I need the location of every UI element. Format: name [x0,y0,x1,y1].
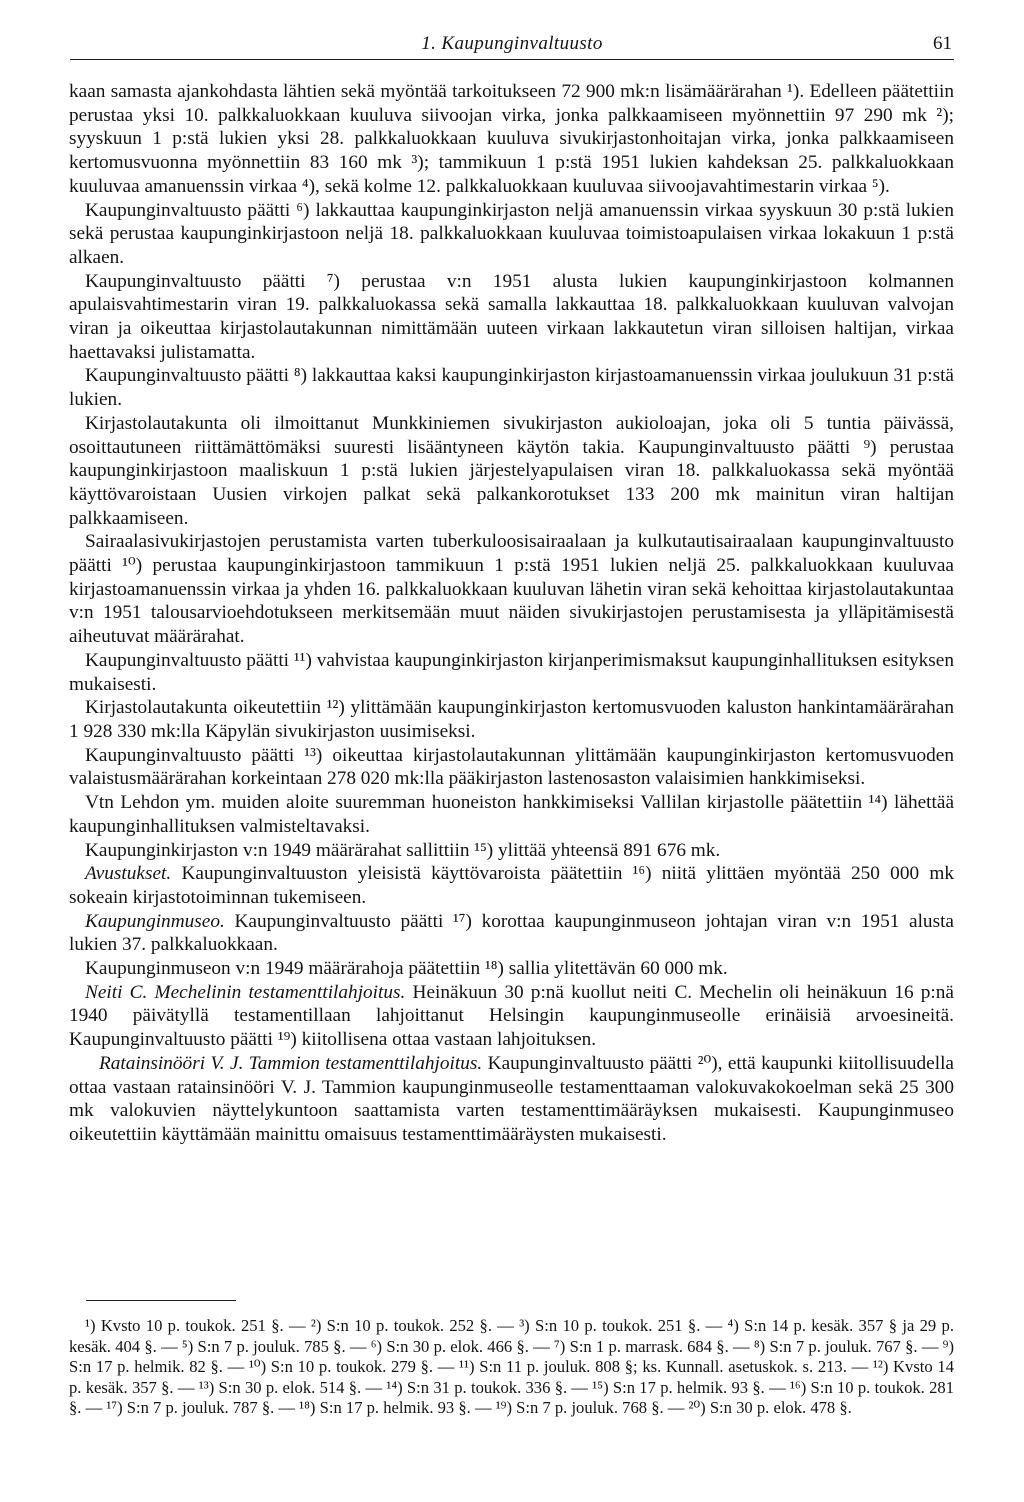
section-lead: Neiti C. Mechelinin testamenttilahjoitus. [85,981,406,1003]
paragraph-text: Kaupunginvaltuusto päätti ¹³) oikeuttaa kirjastolautakunnan ylittämään kaupunginkirjaston kertomusvuoden valaistusmäärärahan korkeintaan 278 020 mk:lla pääkirjaston lastenosaston valaisimien hankkimiseksi. [69,744,954,790]
body-text [69,80,954,1147]
paragraph-text: Kaupunginvaltuusto päätti ²⁰), että kaupunki kiitollisuudella ottaa vastaan ratainsinööri V. J. Tammion kaupunginmuseolle testamenttaaman valokuvakokoelman sekä 25 300 mk valokuvien näyttelykuntoon saattamista varten testamenttimääräyksen mukaisesti. Kaupunginmuseo oikeutettiin käyttämään mainittu omaisuus testamenttimääräysten mukaisesti. [69,1052,954,1145]
paragraph-text: Kaupunginvaltuusto päätti ¹⁷) korottaa kaupunginmuseon johtajan viran v:n 1951 alusta lukien 37. palkkaluokkaan. [69,910,954,956]
paragraph [69,364,954,411]
footnotes [69,1316,954,1419]
paragraph-text: Kaupunginmuseon v:n 1949 määrärahoja päätettiin ¹⁸) sallia ylitettävän 60 000 mk. [85,958,728,980]
paragraph [69,1052,954,1147]
footnotes-text: ¹) Kvsto 10 p. toukok. 251 §. — ²) S:n 10 p. toukok. 252 §. — ³) S:n 10 p. toukok. 251 §. — ⁴) S:n 14 p. kesäk. 357 § ja 29 p. kesäk. 404 §. — ⁵) S:n 7 p. jouluk. 785 §. — ⁶) S:n 30 p. elok. 466 §. — ⁷) S:n 1 p. marrask. 684 §. — ⁸) S:n 7 p. jouluk. 767 §. — ⁹) S:n 17 p. helmik. 82 §. — ¹⁰) S:n 10 p. toukok. 279 §. — ¹¹) S:n 11 p. jouluk. 808 §; ks. Kunnall. asetuskok. s. 213. — ¹²) Kvsto 14 p. kesäk. 357 §. — ¹³) S:n 30 p. elok. 514 §. — ¹⁴) S:n 31 p. toukok. 336 §. — ¹⁵) S:n 17 p. helmik. 93 §. — ¹⁶) S:n 10 p. toukok. 281 §. — ¹⁷) S:n 7 p. jouluk. 787 §. — ¹⁸) S:n 17 p. helmik. 93 §. — ¹⁹) S:n 7 p. jouluk. 768 §. — ²⁰) S:n 30 p. elok. 478 §. [69,1316,954,1417]
paragraph [69,862,954,909]
page-header [70,33,954,60]
paragraph-text: Kaupunginvaltuuston yleisistä käyttövaroista päätettiin ¹⁶) niitä ylittäen myöntää 250 000 mk sokeain kirjastotoiminnan tukemiseen. [69,863,954,908]
paragraph-text: Kaupunginvaltuusto päätti ⁸) lakkauttaa kaksi kaupunginkirjaston kirjastoamanuenssin virkaa joulukuun 31 p:stä lukien. [69,365,954,411]
paragraph [69,530,954,649]
running-head: 1. Kaupunginvaltuusto [421,33,603,54]
paragraph-text: Heinäkuun 30 p:nä kuollut neiti C. Mechelin oli heinäkuun 16 p:nä 1940 päivätyllä testamentillaan lahjoittanut Helsingin kaupunginmuseolle erinäisiä arvoesineitä. Kaupunginvaltuusto päätti ¹⁹) kiitollisena ottaa vastaan lahjoituksen. [69,981,954,1051]
paragraph [69,981,954,1052]
paragraph-text: Kaupunginkirjaston v:n 1949 määrärahat sallittiin ¹⁵) ylittää yhteensä 891 676 mk. [85,839,721,861]
paragraph-text: Kirjastolautakunta oli ilmoittanut Munkkiniemen sivukirjaston aukioloajan, joka oli 5 tuntia päivässä, osoittautuneen riittämättömäksi suuresti lisääntyneen käytön takia. Kaupunginvaltuusto päätti ⁹) perustaa kaupunginkirjastoon maaliskuun 1 p:stä lukien järjestelyapulaisen viran 18. palkkaluokassa sekä myöntää käyttövaroistaan Uusien virkojen palkat sekä palkankorotukset 133 200 mk mainitun viran haltijan palkkaamiseen. [69,412,954,529]
paragraph [69,199,954,270]
paragraph [69,957,954,981]
paragraph [69,412,954,531]
paragraph [69,791,954,838]
paragraph-text: Sairaalasivukirjastojen perustamista varten tuberkuloosisairaalaan ja kulkutautisairaalaan kaupunginvaltuusto päätti ¹⁰) perustaa kaupunginkirjastoon tammikuun 1 p:stä 1951 lukien neljä 25. palkkaluokkaan kuuluvaa kirjastoamanuenssin virkaa ja yhden 16. palkkaluokkaan kuuluvan lähetin viran sekä kehoittaa kirjastolautakuntaa v:n 1951 talousarvioehdotukseen merkitsemään muut näiden sivukirjastojen perustamisesta ja ylläpitämisestä aiheutuvat määrärahat. [69,531,954,648]
paragraph [69,910,954,957]
paragraph [69,839,954,863]
section-lead: Ratainsinööri V. J. Tammion testamenttilahjoitus. [99,1052,483,1074]
paragraph [69,270,954,365]
paragraph-text: kaan samasta ajankohdasta lähtien sekä myöntää tarkoitukseen 72 900 mk:n lisämäärärahan ¹). Edelleen päätettiin perustaa yksi 10. palkkaluokkaan kuuluva siivoojan virka, jonka palkkaamiseen myönnettiin 97 290 mk ²); syyskuun 1 p:stä lukien yksi 28. palkkaluokkaan kuuluva sivukirjastonhoitajan virka, jonka palkkaamiseen kertomusvuonna myönnettiin 83 160 mk ³); tammikuun 1 p:stä 1951 lukien kahdeksan 25. palkkaluokkaan kuuluvaa amanuenssin virkaa ⁴), sekä kolme 12. palkkaluokkaan kuuluvaa siivoojavahtimestarin virkaa ⁵). [69,81,954,197]
footnote-divider [86,1300,236,1301]
paragraph [69,649,954,696]
section-lead: Avustukset. [85,863,172,885]
paragraph-text: Kaupunginvaltuusto päätti ¹¹) vahvistaa kaupunginkirjaston kirjanperimismaksut kaupunginhallituksen esityksen mukaisesti. [69,649,954,695]
paragraph [69,744,954,791]
paragraph-text: Kaupunginvaltuusto päätti ⁷) perustaa v:n 1951 alusta lukien kaupunginkirjastoon kolmannen apulaisvahtimestarin viran 19. palkkaluokassa sekä samalla lakkauttaa 18. palkkaluokkaan kuuluvan valvojan viran ja oikeuttaa kirjastolautakunnan nimittämään uuteen virkaan lakkautetun viran silloisen haltijan, virkaa haettavaksi julistamatta. [69,270,954,363]
paragraph-text: Kaupunginvaltuusto päätti ⁶) lakkauttaa kaupunginkirjaston neljä amanuenssin virkaa syyskuun 30 p:stä lukien sekä perustaa kaupunginkirjastoon neljä 18. palkkaluokkaan kuuluvaa toimistoapulaisen virkaa lokakuun 1 p:stä alkaen. [69,199,954,268]
paragraph [69,696,954,743]
page-number: 61 [933,33,952,54]
paragraph [69,80,954,199]
paragraph-text: Vtn Lehdon ym. muiden aloite suuremman huoneiston hankkimiseksi Vallilan kirjastolle päätettiin ¹⁴) lähettää kaupunginhallituksen valmisteltavaksi. [69,792,954,837]
section-lead: Kaupunginmuseo. [85,910,225,932]
paragraph-text: Kirjastolautakunta oikeutettiin ¹²) ylittämään kaupunginkirjaston kertomusvuoden kaluston hankintamäärärahan 1 928 330 mk:lla Käpylän sivukirjaston uusimiseksi. [69,697,954,742]
